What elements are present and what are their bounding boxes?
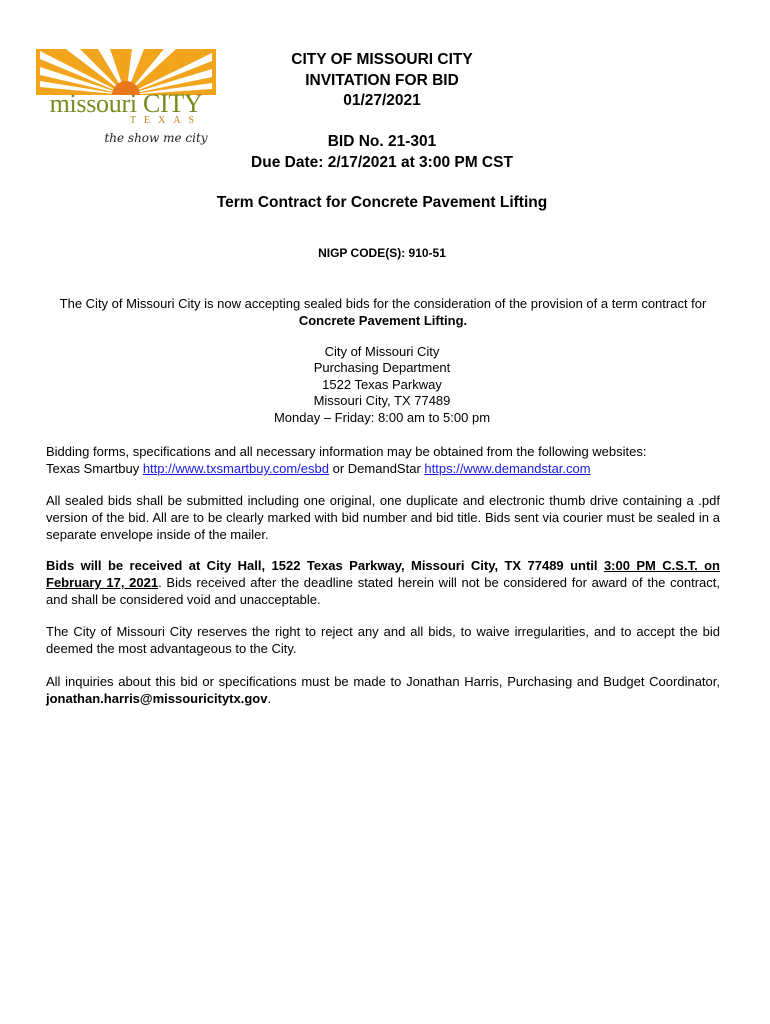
reserves-paragraph: The City of Missouri City reserves the right to reject any and all bids, to waive irregularities, and to accept the bid deemed the most advantageous to the City. [46,624,720,656]
logo-tagline: the show me city [104,131,208,145]
nigp-code: NIGP CODE(S): 910-51 [318,246,446,260]
logo-state-text: TEXAS [129,115,203,126]
received-tail: . Bids received after the deadline stated herein will not be considered for award of the contract, and shall be considered void and unacceptable. [46,575,720,607]
received-lead: Bids will be received at City Hall, 1522 Texas Parkway, Missouri City, TX 77489 until [46,558,598,573]
address-line: City of Missouri City [324,344,440,359]
bid-info [160,132,604,173]
forms-text: Bidding forms, specifications and all necessary information may be obtained from the following websites: [46,444,647,459]
inquiries-text: All inquiries about this bid or specifications must be made to Jonathan Harris, Purchasing and Budget Coordinator, [46,674,720,689]
bid-due-date: Due Date: 2/17/2021 at 3:00 PM CST [251,153,513,171]
forms-prefix: Texas Smartbuy [46,461,140,476]
bid-number: BID No. 21-301 [327,133,437,150]
address-line: Missouri City, TX 77489 [313,393,451,409]
inquiries-end: . [267,691,272,706]
address-line: 1522 Texas Parkway [322,376,442,392]
received-deadline: 3:00 PM C.S.T. on February 17, 2021 [46,558,720,590]
header-invitation: INVITATION FOR BID [305,71,459,89]
forms-mid: or DemandStar [332,461,421,476]
intro-text: The City of Missouri City is now accepting sealed bids for the consideration of the provision of a term contract for [59,296,707,311]
demandstar-link[interactable]: https://www.demandstar.com [424,461,591,476]
header-date: 01/27/2021 [343,92,421,109]
inquiries-paragraph [46,673,720,707]
address-block [200,344,564,426]
inquiries-email: jonathan.harris@missouricitytx.gov [46,691,268,706]
forms-paragraph [46,443,720,477]
address-hours: Monday – Friday: 8:00 am to 5:00 pm [273,409,491,425]
bid-title: Term Contract for Concrete Pavement Lifting [216,194,548,211]
intro-paragraph [46,295,720,329]
intro-bold: Concrete Pavement Lifting. [298,313,468,328]
sealed-paragraph: All sealed bids shall be submitted including one original, one duplicate and electronic thumb drive containing a .pdf version of the bid. All are to be clearly marked with bid number and bid title. Bids sent via courier must be sealed in a separate envelope inside of the mailer. [46,493,720,542]
document-header [240,50,524,112]
txsmartbuy-link[interactable]: http://www.txsmartbuy.com/esbd [142,461,329,476]
received-paragraph [46,557,720,608]
address-line: Purchasing Department [313,360,451,376]
logo-brand-text: missouri CITY [49,89,203,118]
header-city: CITY OF MISSOURI CITY [291,51,473,68]
